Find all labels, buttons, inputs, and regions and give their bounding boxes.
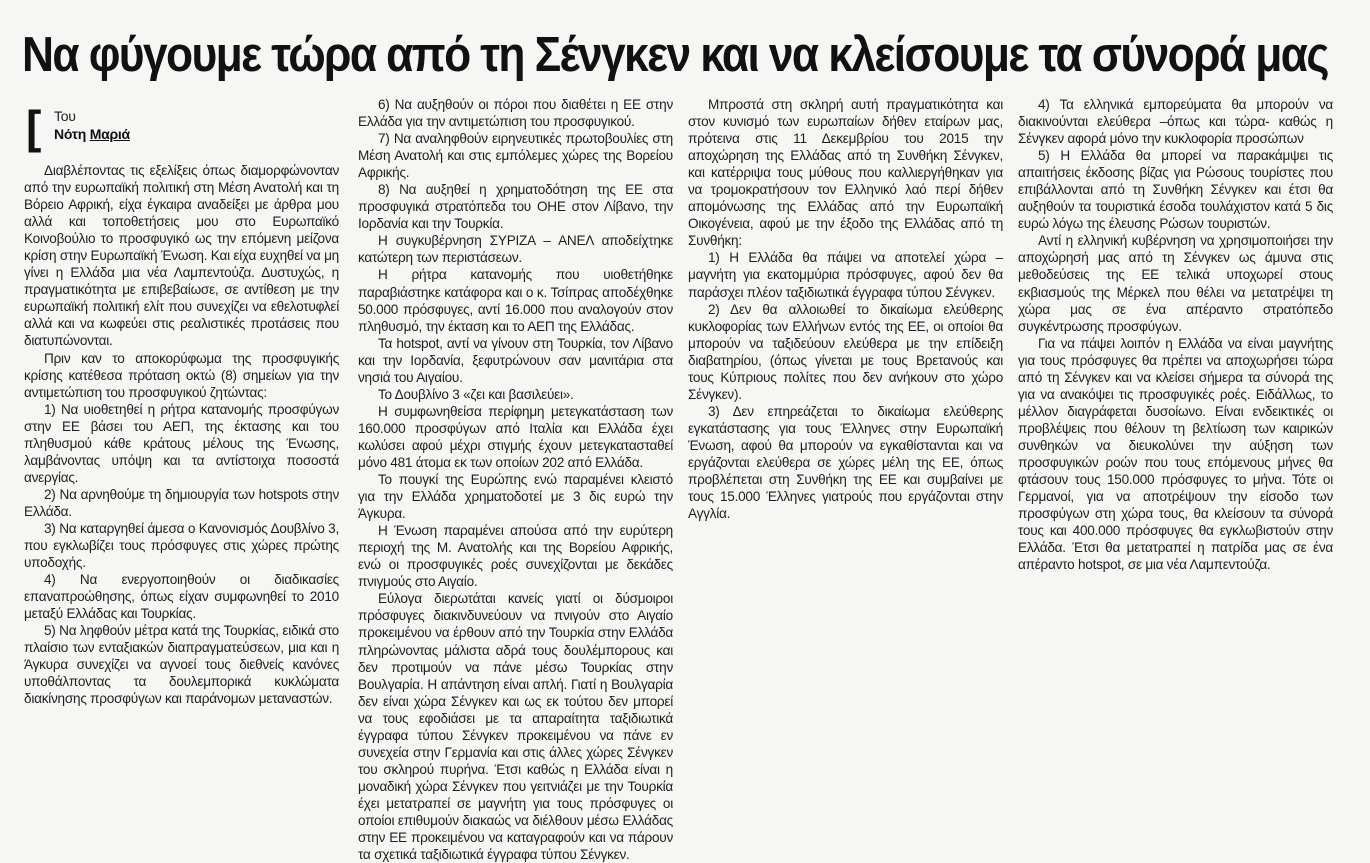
paragraph: Πριν καν το αποκορύφωμα της προσφυγικής κρίσης κατέθεσα πρόταση οκτώ (8) σημείων για την αντιμετώπιση του προσφυγικού ζητώντας: bbox=[24, 350, 339, 400]
headline: Να φύγουμε τώρα από τη Σένγκεν και να κλείσουμε τα σύνορά μας bbox=[22, 28, 1328, 82]
paragraph: 2) Δεν θα αλλοιωθεί το δικαίωμα ελεύθερης κυκλοφορίας των Ελλήνων εντός της ΕΕ, οι οποίοι θα μπορούν να ταξιδεύουν ελεύθερα με την επίδειξη διαβατηρίου, (όπως γίνεται με τους Βρετανούς και τους Κύπριους πολίτες που δεν ανήκουν στο χώρο Σένγκεν). bbox=[688, 301, 1003, 402]
paragraph: 7) Να αναληφθούν ειρηνευτικές πρωτοβουλίες στη Μέση Ανατολή και στις εμπόλεμες χώρες της Βορείου Αφρικής. bbox=[358, 131, 673, 181]
paragraph: Για να πάψει λοιπόν η Ελλάδα να είναι μαγνήτης για τους πρόσφυγες θα πρέπει να αποχωρήσει τώρα από τη Σένγκεν και να κλείσει σήμερα τα σύνορά της για να ανακόψει τις προσφυγικές ροές. Ειδάλλως, το μέλλον διαγράφεται δυσοίωνο. Είναι ενδεικτικές οι προβλέψεις που θέλουν τη βελτίωση των καιρικών συνθηκών να διευκολύνει την αύξηση των προσφυγικών ροών που τους επόμενους μήνες θα φτάσουν τους 150.000 πρόσφυγες το μήνα. Τότε οι Γερμανοί, για να αποτρέψουν την είσοδο των προσφύγων στη χώρα τους, θα κλείσουν τα σύνορά τους και 400.000 πρόσφυγες θα εγκλωβιστούν στην Ελλάδα. Έτσι θα μετατραπεί η πατρίδα μας σε ένα απέραντο hotspot, σε μια νέα Λαμπεντούζα. bbox=[1018, 335, 1333, 573]
paragraph: 1) Να υιοθετηθεί η ρήτρα κατανομής προσφύγων στην ΕΕ βάσει του ΑΕΠ, της έκτασης και του πληθυσμού κάθε κράτους μέλους της Ένωσης, λαμβάνοντας υπόψη και τα αντίστοιχα ποσοστά ανεργίας. bbox=[24, 401, 339, 485]
paragraph: 5) Να ληφθούν μέτρα κατά της Τουρκίας, ειδικά στο πλαίσιο των ενταξιακών διαπραγματεύσεων, μια και η Άγκυρα συνεχίζει να αγνοεί τους διεθνείς κανόνες υποθάλποντας τα δουλεμπορικά κυκλώματα διακίνησης προσφύγων και παράνομων μεταναστών. bbox=[24, 623, 339, 707]
paragraph: 1) Η Ελλάδα θα πάψει να αποτελεί χώρα – μαγνήτη για εκατομμύρια πρόσφυγες, αφού δεν θα παράσχει πλέον ταξιδιωτικά έγγραφα τύπου Σένγκεν. bbox=[688, 250, 1003, 300]
column-4 bbox=[1018, 96, 1333, 573]
author-last-name: Μαριά bbox=[89, 126, 130, 142]
paragraph: Μπροστά στη σκληρή αυτή πραγματικότητα και στον κυνισμό των ευρωπαίων δήθεν εταίρων μας, πρότεινα στις 11 Δεκεμβρίου του 2015 την αποχώρηση της Ελλάδας από τη Συνθήκη Σένγκεν, και κατέρριψα τους μύθους που καλλιεργήθηκαν για να τρομοκρατήσουν τον Ελληνικό λαό περί δήθεν απομόνωσης της Ελλάδας από την Ευρωπαϊκή Οικογένεια, αφού με την έξοδο της Ελλάδας από τη Συνθήκη: bbox=[688, 97, 1003, 249]
paragraph: Αντί η ελληνική κυβέρνηση να χρησιμοποιήσει την αποχώρησή μας από τη Σένγκεν ως άμυνα στις μεθοδεύσεις της ΕΕ τελικά υποχωρεί στους εκβιασμούς της Μέρκελ που θέλει να μετατρέψει τη χώρα μας σε ένα απέραντο στρατόπεδο συγκέντρωσης προσφύγων. bbox=[1018, 233, 1333, 334]
paragraph: Τα hotspot, αντί να γίνουν στη Τουρκία, τον Λίβανο και την Ιορδανία, ξεφυτρώνουν σαν μανιτάρια στα νησιά του Αιγαίου. bbox=[358, 335, 673, 385]
byline-prefix: Του bbox=[54, 108, 76, 124]
paragraph: Η συγκυβέρνηση ΣΥΡΙΖΑ – ΑΝΕΛ αποδείχτηκε κατώτερη των περιστάσεων. bbox=[358, 233, 673, 266]
paragraph: Η ρήτρα κατανομής που υιοθετήθηκε παραβιάστηκε κατάφορα και ο κ. Τσίπρας αποδέχθηκε 50.000 πρόσφυγες, αντί 16.000 που αναλογούν στον πληθυσμό, την έκταση και το ΑΕΠ της Ελλάδας. bbox=[358, 267, 673, 334]
paragraph: 4) Να ενεργοποιηθούν οι διαδικασίες επαναπροώθησης, όπως είχαν συμφωνηθεί το 2010 μεταξύ Ελλάδας και Τουρκίας. bbox=[24, 572, 339, 622]
paragraph: 2) Να αρνηθούμε τη δημιουργία των hotspots στην Ελλάδα. bbox=[24, 486, 339, 519]
paragraph: 3) Να καταργηθεί άμεσα ο Κανονισμός Δουβλίνο 3, που εγκλωβίζει τους πρόσφυγες στις χώρες πρώτης υποδοχής. bbox=[24, 520, 339, 571]
column-2 bbox=[358, 96, 673, 863]
paragraph: Το πουγκί της Ευρώπης ενώ παραμένει κλειστό για την Ελλάδα χρηματοδοτεί με 3 δις ευρώ την Άγκυρα. bbox=[358, 472, 673, 522]
paragraph: Η συμφωνηθείσα περίφημη μετεγκατάσταση των 160.000 προσφύγων από Ιταλία και Ελλάδα έχει κωλύσει αφού μέχρι στιγμής έχουν μετεγκατασταθεί μόνο 481 άτομα εκ των οποίων 202 από Ελλάδα. bbox=[358, 403, 673, 470]
paragraph: 8) Να αυξηθεί η χρηματοδότηση της ΕΕ στα προσφυγικά στρατόπεδα του ΟΗΕ στον Λίβανο, την Ιορδανία και την Τουρκία. bbox=[358, 182, 673, 232]
author-name bbox=[54, 126, 130, 143]
paragraph: 5) Η Ελλάδα θα μπορεί να παρακάμψει τις απαιτήσεις έκδοσης βίζας για Ρώσους τουρίστες που επιβάλλονται από τη Συνθήκη Σένγκεν και έτσι θα αυξηθούν τα τουριστικά έσοδα τουλάχιστον κατά 5 δις ευρώ λόγω της έλευσης Ρώσων τουριστών. bbox=[1018, 148, 1333, 232]
paragraph: 6) Να αυξηθούν οι πόροι που διαθέτει η ΕΕ στην Ελλάδα για την αντιμετώπιση του προσφυγικού. bbox=[358, 97, 673, 130]
article-body bbox=[24, 96, 1354, 863]
paragraph: 3) Δεν επηρεάζεται το δικαίωμα ελεύθερης εγκατάστασης για τους Έλληνες στην Ευρωπαϊκή Ένωση, αφού θα μπορούν να εγκαθίστανται και να εργάζονται ελεύθερα σε χώρες μέλη της ΕΕ, όπως προβλέπεται στη Συνθήκη της ΕΕ και συμβαίνει με τους 15.000 Έλληνες γιατρούς που εργάζονται στην Αγγλία. bbox=[688, 403, 1003, 522]
author-first-name: Νότη bbox=[54, 126, 87, 142]
column-1 bbox=[24, 96, 339, 708]
paragraph: Διαβλέποντας τις εξελίξεις όπως διαμορφώνονταν από την ευρωπαϊκή πολιτική στη Μέση Ανατολή και τη Βόρειο Αφρική, είχα έγκαιρα αναδείξει με άρθρα μου αλλά και τοποθετήσεις μου στο Ευρωπαϊκό Κοινοβούλιο το προσφυγικό ως την επόμενη μείζονα κρίση στην Ευρωπαϊκή Ένωση. Και είχα ευχηθεί να μη γίνει η Ελλάδα μια νέα Λαμπεντούζα. Δυστυχώς, η πραγματικότητα με επιβεβαίωσε, σε αντίθεση με την ευρωπαϊκή πολιτική ελίτ που συνεχίζει να εθελοτυφλεί αλλά και να κωφεύει στις ρεαλιστικές προτάσεις που διατυπώνονται. bbox=[24, 163, 339, 349]
paragraph: 4) Τα ελληνικά εμπορεύματα θα μπορούν να διακινούνται ελεύθερα –όπως και τώρα- καθώς η Σένγκεν αφορά μόνο την κυκλοφορία προσώπων bbox=[1018, 97, 1333, 147]
byline bbox=[24, 101, 339, 162]
paragraph: Εύλογα διερωτάται κανείς γιατί οι δύσμοιροι πρόσφυγες διακινδυνεύουν να πνιγούν στο Αιγαίο προκειμένου να έρθουν από την Τουρκία στην Ελλάδα πληρώνοντας μάλιστα αδρά τους δουλέμπορους και δεν προτιμούν να πάνε μέσω Τουρκίας στην Βουλγαρία. Η απάντηση είναι απλή. Γιατί η Βουλγαρία δεν είναι χώρα Σένγκεν και ως εκ τούτου δεν μπορεί να τους εφοδιάσει με τα απαραίτητα ταξιδιωτικά έγγραφα τύπου Σένγκεν προκειμένου να πάνε εν συνεχεία στην Γερμανία και στις άλλες χώρες Σένγκεν του σκληρού πυρήνα. Έτσι καθώς η Ελλάδα είναι η μοναδική χώρα Σένγκεν που γειτνιάζει με την Τουρκία έχει μετατραπεί σε μαγνήτη για τους πρόσφυγες οι οποίοι επιθυμούν διακαώς να διέλθουν μέσω Ελλάδας στην ΕΕ προκειμένου να καταγραφούν και να πάρουν τα σχετικά ταξιδιωτικά έγγραφα τύπου Σένγκεν. bbox=[358, 591, 673, 863]
byline-bracket: [ bbox=[26, 101, 42, 153]
column-3 bbox=[688, 96, 1003, 522]
paragraph: Το Δουβλίνο 3 «ζει και βασιλεύει». bbox=[378, 386, 574, 402]
paragraph: Η Ένωση παραμένει απούσα από την ευρύτερη περιοχή της Μ. Ανατολής και της Βορείου Αφρικής, ενώ οι προσφυγικές ροές συνεχίζονται με δεκάδες πνιγμούς στο Αιγαίο. bbox=[358, 523, 673, 590]
